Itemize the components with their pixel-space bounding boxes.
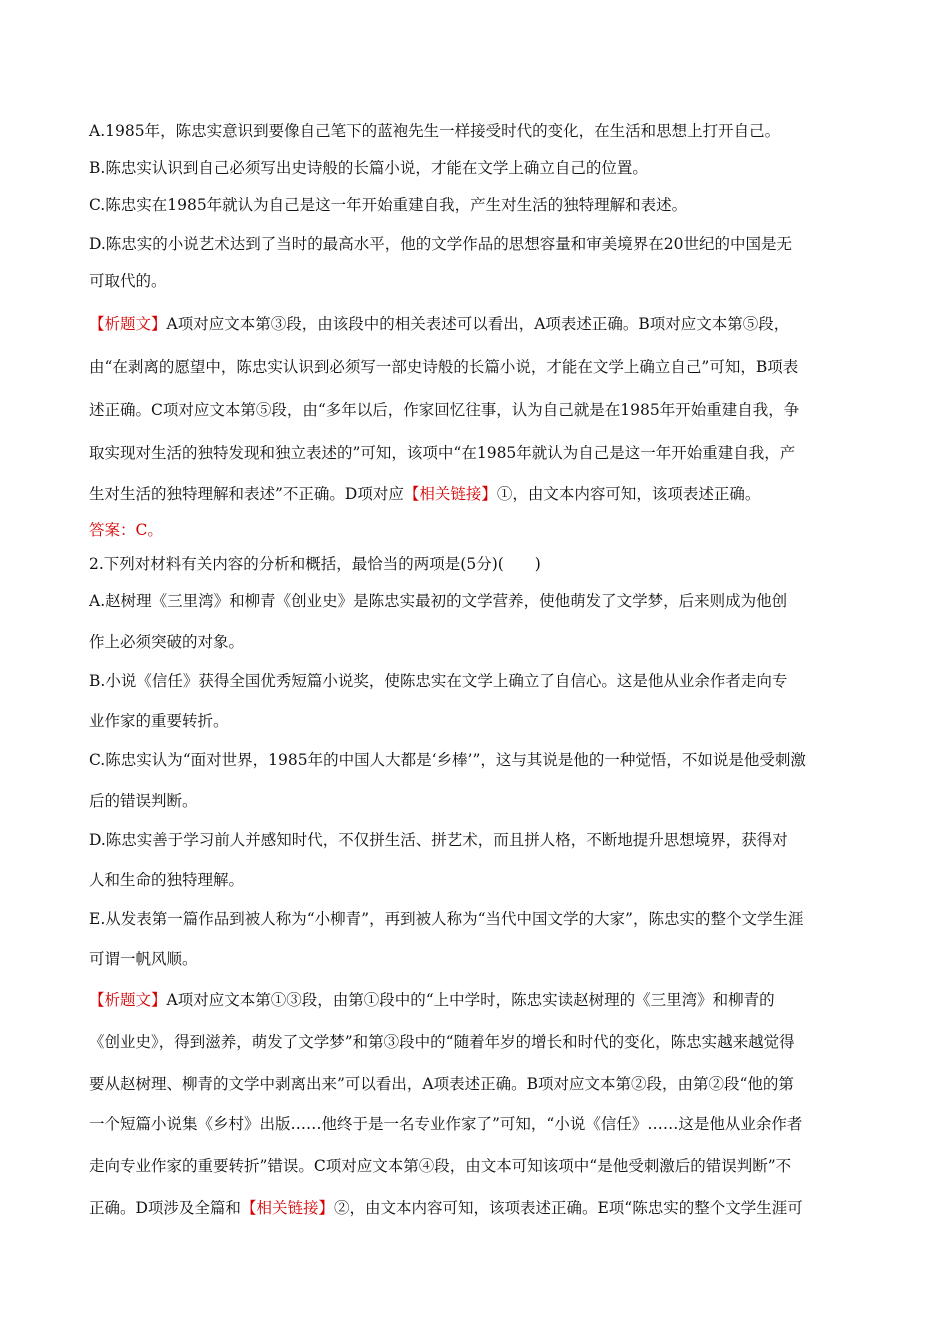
analysis-2-line-3: 要从赵树理、柳青的文学中剥离出来”可以看出，A项表述正确。B项对应文本第②段，由第②段“他的第	[89, 1075, 794, 1093]
option-d-line-cont: 可取代的。	[89, 272, 167, 290]
option-c-line: C.陈忠实在1985年就认为自己是这一年开始重建自我，产生对生活的独特理解和表述。	[89, 196, 688, 214]
q2-option-a-line: A.赵树理《三里湾》和柳青《创业史》是陈忠实最初的文学营养，使他萌发了文学梦，后来则成为他创	[89, 592, 788, 610]
related-link-label: 【相关链接】	[240, 1199, 334, 1217]
option-b-line: B.陈忠实认识到自己必须写出史诗般的长篇小说，才能在文学上确立自己的位置。	[89, 159, 648, 177]
option-a-line: A.1985年，陈忠实意识到要像自己笔下的蓝袍先生一样接受时代的变化，在生活和思想上打开自己。	[89, 122, 781, 140]
analysis-text: A项对应文本第③段，由该段中的相关表述可以看出，A项表述正确。B项对应文本第⑤段，	[166, 315, 790, 333]
q2-option-c-line-cont: 后的错误判断。	[89, 792, 198, 810]
analysis-2-line-2: 《创业史》，得到滋养，萌发了文学梦”和第③段中的“随着年岁的增长和时代的变化，陈忠实越来越觉得	[89, 1033, 795, 1051]
analysis-1-line-3: 述正确。C项对应文本第⑤段，由“多年以后，作家回忆往事，认为自己就是在1985年开始重建自我，争	[89, 401, 800, 419]
option-d-line: D.陈忠实的小说艺术达到了当时的最高水平，他的文学作品的思想容量和审美境界在20世纪的中国是无	[89, 235, 793, 253]
analysis-1-line-2: 由“在剥离的愿望中，陈忠实认识到必须写一部史诗般的长篇小说，才能在文学上确立自己”可知，B项表	[89, 358, 799, 376]
analysis-1-line-5	[89, 484, 760, 504]
analysis-text: 生对生活的独特理解和表述”不正确。D项对应	[89, 485, 404, 503]
analysis-label: 【析题文】	[89, 991, 167, 1009]
analysis-2-line-4: 一个短篇小说集《乡村》出版……他终于是一名专业作家了”可知，“小说《信任》……这是他从业余作者	[89, 1115, 803, 1133]
analysis-text-tail: ①，由文本内容可知，该项表述正确。	[496, 485, 761, 503]
analysis-2-line-5: 走向专业作家的重要转折”错误。C项对应文本第④段，由文本可知该项中“是他受刺激后的错误判断”不	[89, 1157, 792, 1175]
analysis-text: 正确。D项涉及全篇和	[89, 1199, 241, 1217]
analysis-label: 【析题文】	[89, 315, 167, 333]
q2-option-b-line: B.小说《信任》获得全国优秀短篇小说奖，使陈忠实在文学上确立了自信心。这是他从业余作者走向专	[89, 672, 788, 690]
analysis-1-line-4: 取实现对生活的独特发现和独立表述的”可知，该项中“在1985年就认为自己是这一年开始重建自我，产	[89, 444, 796, 462]
q2-option-b-line-cont: 业作家的重要转折。	[89, 712, 229, 730]
q2-option-d-line: D.陈忠实善于学习前人并感知时代，不仅拼生活、拼艺术，而且拼人格，不断地提升思想境界，获得对	[89, 831, 788, 849]
q2-option-a-line-cont: 作上必须突破的对象。	[89, 633, 245, 651]
q2-option-e-line: E.从发表第一篇作品到被人称为“小柳青”，再到被人称为“当代中国文学的大家”，陈忠实的整个文学生涯	[89, 910, 804, 928]
question-2-line: 2.下列对材料有关内容的分析和概括，最恰当的两项是(5分)( )	[89, 555, 541, 573]
answer-line: 答案：C。	[89, 521, 163, 539]
analysis-text: A项对应文本第①③段，由第①段中的“上中学时，陈忠实读赵树理的《三里湾》和柳青的	[166, 991, 775, 1009]
analysis-text-tail: ②，由文本内容可知，该项表述正确。E项“陈忠实的整个文学生涯可	[333, 1199, 803, 1217]
q2-option-c-line: C.陈忠实认为“面对世界，1985年的中国人大都是‘乡棒’”，这与其说是他的一种觉悟，不如说是他受刺激	[89, 751, 806, 769]
q2-option-d-line-cont: 人和生命的独特理解。	[89, 871, 245, 889]
analysis-2-line-6	[89, 1198, 803, 1218]
analysis-2-line-1	[89, 990, 775, 1010]
analysis-1-line-1	[89, 314, 789, 334]
related-link-label: 【相关链接】	[403, 485, 497, 503]
q2-option-e-line-cont: 可谓一帆风顺。	[89, 950, 198, 968]
